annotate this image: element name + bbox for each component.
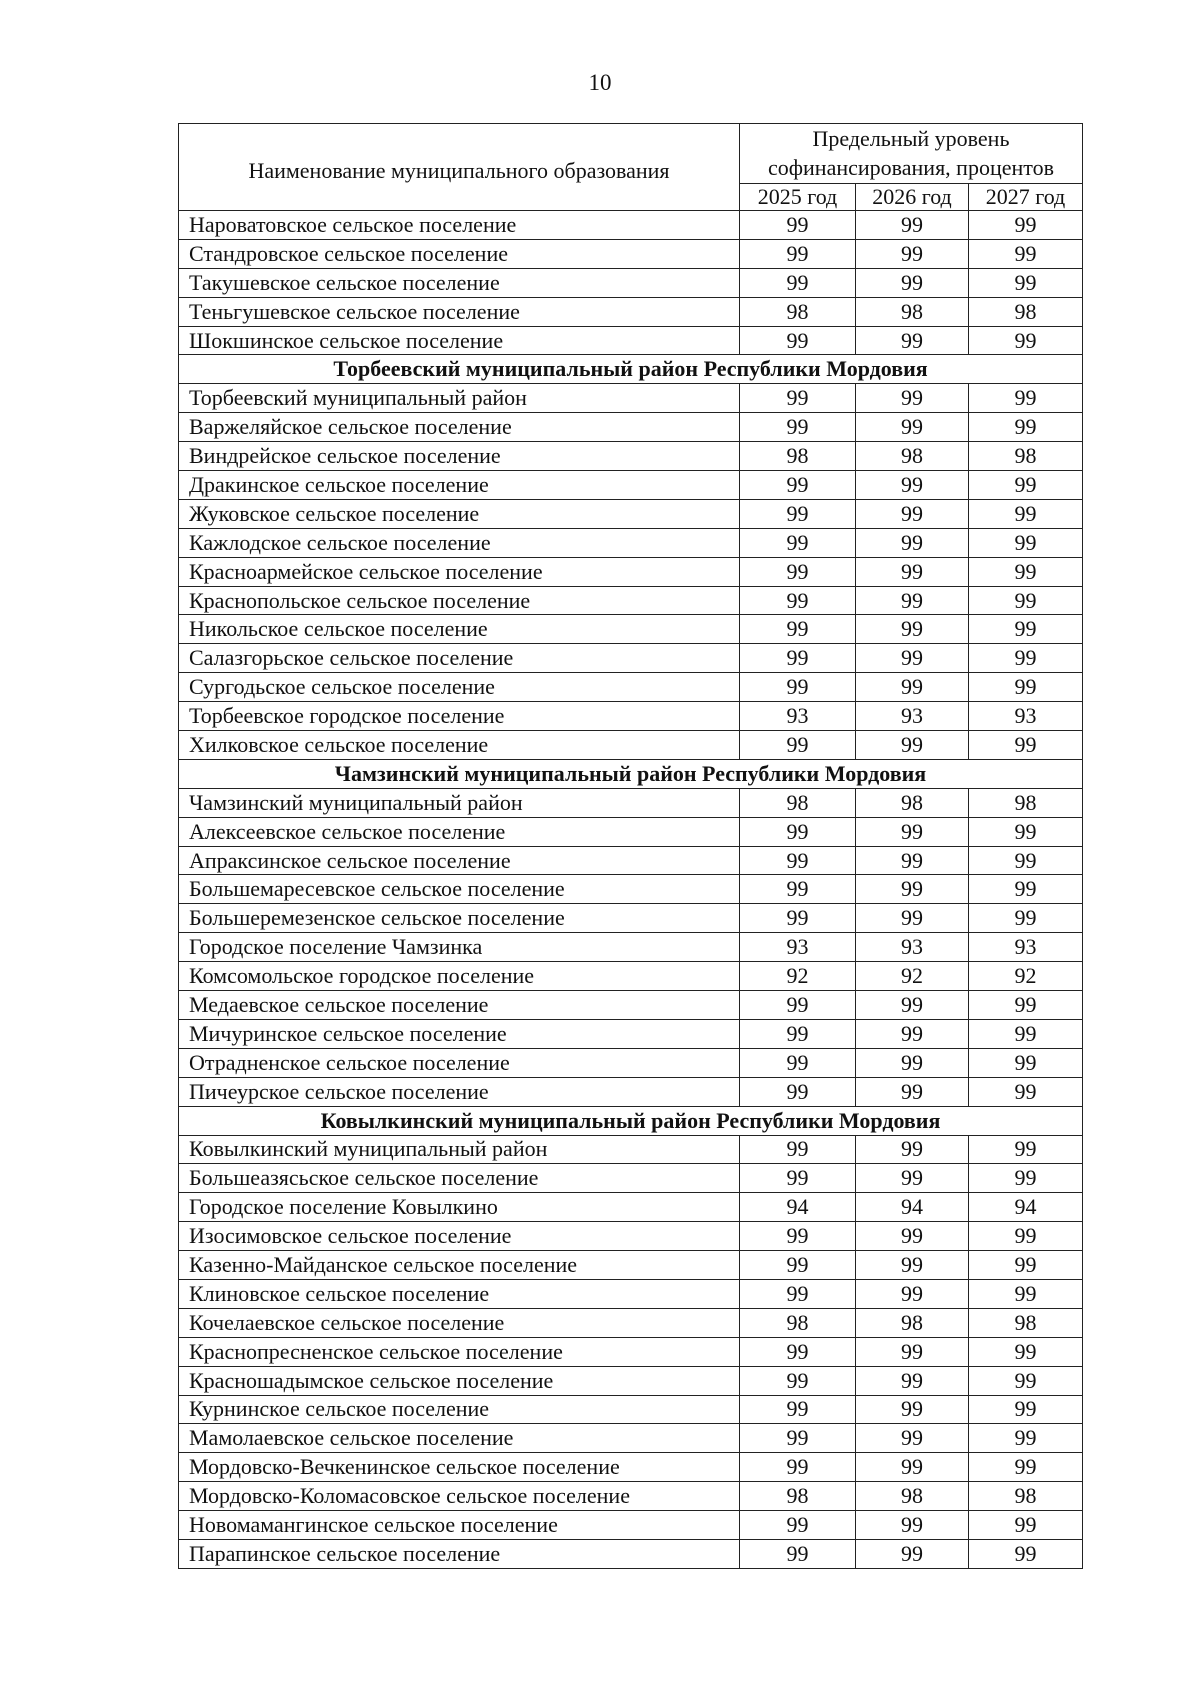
cofinancing-value-2026: 99 bbox=[856, 1424, 969, 1453]
cofinancing-value-2025: 99 bbox=[740, 1077, 856, 1106]
table-row bbox=[179, 1308, 1083, 1337]
cofinancing-value-2027: 99 bbox=[969, 846, 1083, 875]
cofinancing-value-2027: 99 bbox=[969, 268, 1083, 297]
cofinancing-value-2026: 99 bbox=[856, 268, 969, 297]
table-row bbox=[179, 1048, 1083, 1077]
cofinancing-value-2025: 99 bbox=[740, 413, 856, 442]
cofinancing-value-2026: 99 bbox=[856, 1048, 969, 1077]
cofinancing-value-2026: 98 bbox=[856, 788, 969, 817]
cofinancing-value-2025: 93 bbox=[740, 702, 856, 731]
cofinancing-value-2026: 99 bbox=[856, 846, 969, 875]
municipality-name: Краснопресненское сельское поселение bbox=[179, 1337, 740, 1366]
cofinancing-value-2026: 98 bbox=[856, 1308, 969, 1337]
cofinancing-value-2027: 93 bbox=[969, 702, 1083, 731]
table-row bbox=[179, 615, 1083, 644]
cofinancing-value-2027: 99 bbox=[969, 1366, 1083, 1395]
table-row bbox=[179, 499, 1083, 528]
table-row bbox=[179, 1539, 1083, 1568]
cofinancing-value-2025: 99 bbox=[740, 1366, 856, 1395]
table-row bbox=[179, 788, 1083, 817]
cofinancing-value-2026: 98 bbox=[856, 442, 969, 471]
cofinancing-value-2026: 98 bbox=[856, 1482, 969, 1511]
header-year-2027: 2027 год bbox=[969, 184, 1083, 211]
municipality-name: Пичеурское сельское поселение bbox=[179, 1077, 740, 1106]
cofinancing-value-2027: 99 bbox=[969, 1511, 1083, 1540]
cofinancing-value-2025: 99 bbox=[740, 586, 856, 615]
municipality-name: Красноармейское сельское поселение bbox=[179, 557, 740, 586]
cofinancing-value-2025: 99 bbox=[740, 326, 856, 355]
municipality-name: Нароватовское сельское поселение bbox=[179, 211, 740, 240]
cofinancing-value-2026: 94 bbox=[856, 1193, 969, 1222]
cofinancing-value-2026: 99 bbox=[856, 1511, 969, 1540]
municipality-name: Клиновское сельское поселение bbox=[179, 1279, 740, 1308]
table-row bbox=[179, 1511, 1083, 1540]
table-row bbox=[179, 297, 1083, 326]
cofinancing-value-2025: 99 bbox=[740, 1222, 856, 1251]
cofinancing-value-2026: 99 bbox=[856, 1077, 969, 1106]
cofinancing-value-2026: 99 bbox=[856, 413, 969, 442]
table-row bbox=[179, 239, 1083, 268]
municipality-name: Мичуринское сельское поселение bbox=[179, 1019, 740, 1048]
table-row bbox=[179, 1395, 1083, 1424]
table-row bbox=[179, 211, 1083, 240]
cofinancing-value-2026: 99 bbox=[856, 731, 969, 760]
cofinancing-value-2027: 99 bbox=[969, 557, 1083, 586]
table-row bbox=[179, 904, 1083, 933]
municipality-name: Красношадымское сельское поселение bbox=[179, 1366, 740, 1395]
municipality-name: Торбеевское городское поселение bbox=[179, 702, 740, 731]
cofinancing-value-2025: 98 bbox=[740, 1308, 856, 1337]
municipality-name: Торбеевский муниципальный район bbox=[179, 384, 740, 413]
municipality-name: Виндрейское сельское поселение bbox=[179, 442, 740, 471]
cofinancing-value-2025: 99 bbox=[740, 1279, 856, 1308]
cofinancing-value-2026: 99 bbox=[856, 817, 969, 846]
cofinancing-value-2025: 99 bbox=[740, 528, 856, 557]
table-row bbox=[179, 702, 1083, 731]
municipality-name: Салазгорьское сельское поселение bbox=[179, 644, 740, 673]
cofinancing-value-2026: 99 bbox=[856, 499, 969, 528]
cofinancing-value-2025: 98 bbox=[740, 788, 856, 817]
municipality-name: Такушевское сельское поселение bbox=[179, 268, 740, 297]
cofinancing-table bbox=[178, 123, 1083, 1569]
table-row bbox=[179, 673, 1083, 702]
cofinancing-value-2026: 99 bbox=[856, 1453, 969, 1482]
cofinancing-value-2026: 99 bbox=[856, 326, 969, 355]
cofinancing-value-2026: 99 bbox=[856, 211, 969, 240]
cofinancing-value-2025: 94 bbox=[740, 1193, 856, 1222]
cofinancing-value-2027: 98 bbox=[969, 1308, 1083, 1337]
header-level-line1: Предельный уровень bbox=[812, 125, 1010, 151]
cofinancing-value-2027: 99 bbox=[969, 499, 1083, 528]
municipality-name: Городское поселение Ковылкино bbox=[179, 1193, 740, 1222]
cofinancing-value-2026: 98 bbox=[856, 297, 969, 326]
cofinancing-value-2027: 99 bbox=[969, 1395, 1083, 1424]
table-row bbox=[179, 1424, 1083, 1453]
municipality-name: Дракинское сельское поселение bbox=[179, 471, 740, 500]
table-row bbox=[179, 1135, 1083, 1164]
cofinancing-value-2025: 99 bbox=[740, 615, 856, 644]
municipality-name: Ковылкинский муниципальный район bbox=[179, 1135, 740, 1164]
cofinancing-value-2027: 99 bbox=[969, 239, 1083, 268]
cofinancing-value-2025: 99 bbox=[740, 239, 856, 268]
table-row bbox=[179, 817, 1083, 846]
municipality-name: Теньгушевское сельское поселение bbox=[179, 297, 740, 326]
municipality-name: Мордовско-Вечкенинское сельское поселение bbox=[179, 1453, 740, 1482]
cofinancing-value-2027: 99 bbox=[969, 1279, 1083, 1308]
cofinancing-value-2025: 99 bbox=[740, 268, 856, 297]
municipality-name: Изосимовское сельское поселение bbox=[179, 1222, 740, 1251]
municipality-name: Комсомольское городское поселение bbox=[179, 962, 740, 991]
municipality-name: Городское поселение Чамзинка bbox=[179, 933, 740, 962]
cofinancing-value-2026: 99 bbox=[856, 557, 969, 586]
cofinancing-value-2025: 99 bbox=[740, 1511, 856, 1540]
cofinancing-value-2025: 99 bbox=[740, 1424, 856, 1453]
table-row bbox=[179, 875, 1083, 904]
table-row bbox=[179, 557, 1083, 586]
cofinancing-value-2025: 99 bbox=[740, 673, 856, 702]
cofinancing-value-2026: 99 bbox=[856, 1395, 969, 1424]
cofinancing-value-2027: 99 bbox=[969, 1453, 1083, 1482]
cofinancing-value-2025: 99 bbox=[740, 817, 856, 846]
cofinancing-value-2026: 99 bbox=[856, 239, 969, 268]
cofinancing-value-2026: 99 bbox=[856, 1019, 969, 1048]
cofinancing-value-2027: 99 bbox=[969, 1424, 1083, 1453]
cofinancing-value-2026: 99 bbox=[856, 904, 969, 933]
table-row bbox=[179, 991, 1083, 1020]
cofinancing-value-2025: 98 bbox=[740, 1482, 856, 1511]
cofinancing-value-2025: 99 bbox=[740, 1453, 856, 1482]
cofinancing-value-2027: 99 bbox=[969, 991, 1083, 1020]
district-title: Торбеевский муниципальный район Республики Мордовия bbox=[179, 355, 1083, 384]
cofinancing-value-2027: 98 bbox=[969, 297, 1083, 326]
table-row bbox=[179, 1193, 1083, 1222]
municipality-name: Большемаресевское сельское поселение bbox=[179, 875, 740, 904]
cofinancing-value-2027: 99 bbox=[969, 875, 1083, 904]
cofinancing-value-2027: 99 bbox=[969, 1251, 1083, 1280]
district-header-row bbox=[179, 355, 1083, 384]
table-row bbox=[179, 442, 1083, 471]
district-header-row bbox=[179, 1106, 1083, 1135]
municipality-name: Сургодьское сельское поселение bbox=[179, 673, 740, 702]
cofinancing-value-2027: 99 bbox=[969, 1337, 1083, 1366]
cofinancing-value-2027: 98 bbox=[969, 442, 1083, 471]
cofinancing-value-2026: 92 bbox=[856, 962, 969, 991]
cofinancing-value-2027: 99 bbox=[969, 904, 1083, 933]
cofinancing-value-2026: 99 bbox=[856, 1337, 969, 1366]
municipality-name: Большеремезенское сельское поселение bbox=[179, 904, 740, 933]
cofinancing-value-2027: 99 bbox=[969, 1077, 1083, 1106]
cofinancing-value-2026: 99 bbox=[856, 673, 969, 702]
municipality-name: Новомамангинское сельское поселение bbox=[179, 1511, 740, 1540]
municipality-name: Краснопольское сельское поселение bbox=[179, 586, 740, 615]
municipality-name: Курнинское сельское поселение bbox=[179, 1395, 740, 1424]
cofinancing-value-2025: 99 bbox=[740, 846, 856, 875]
cofinancing-value-2026: 99 bbox=[856, 615, 969, 644]
cofinancing-value-2027: 99 bbox=[969, 586, 1083, 615]
cofinancing-value-2025: 99 bbox=[740, 1135, 856, 1164]
header-year-2025: 2025 год bbox=[740, 184, 856, 211]
cofinancing-value-2025: 99 bbox=[740, 991, 856, 1020]
cofinancing-value-2026: 93 bbox=[856, 702, 969, 731]
table-row bbox=[179, 962, 1083, 991]
table-row bbox=[179, 1337, 1083, 1366]
table-row bbox=[179, 1366, 1083, 1395]
cofinancing-value-2025: 99 bbox=[740, 211, 856, 240]
municipality-name: Мордовско-Коломасовское сельское поселение bbox=[179, 1482, 740, 1511]
cofinancing-value-2027: 99 bbox=[969, 413, 1083, 442]
cofinancing-value-2025: 99 bbox=[740, 471, 856, 500]
cofinancing-value-2027: 99 bbox=[969, 1048, 1083, 1077]
municipality-name: Никольское сельское поселение bbox=[179, 615, 740, 644]
table-body bbox=[179, 211, 1083, 1569]
header-year-2026: 2026 год bbox=[856, 184, 969, 211]
table-row bbox=[179, 731, 1083, 760]
cofinancing-value-2026: 99 bbox=[856, 1251, 969, 1280]
cofinancing-value-2027: 93 bbox=[969, 933, 1083, 962]
cofinancing-value-2026: 99 bbox=[856, 1366, 969, 1395]
municipality-name: Чамзинский муниципальный район bbox=[179, 788, 740, 817]
municipality-name: Кажлодское сельское поселение bbox=[179, 528, 740, 557]
cofinancing-value-2027: 92 bbox=[969, 962, 1083, 991]
municipality-name: Парапинское сельское поселение bbox=[179, 1539, 740, 1568]
municipality-name: Казенно-Майданское сельское поселение bbox=[179, 1251, 740, 1280]
municipality-name: Отрадненское сельское поселение bbox=[179, 1048, 740, 1077]
table-row bbox=[179, 1453, 1083, 1482]
municipality-name: Кочелаевское сельское поселение bbox=[179, 1308, 740, 1337]
cofinancing-value-2025: 98 bbox=[740, 442, 856, 471]
cofinancing-value-2027: 99 bbox=[969, 1539, 1083, 1568]
cofinancing-value-2026: 99 bbox=[856, 1164, 969, 1193]
cofinancing-value-2027: 99 bbox=[969, 1019, 1083, 1048]
cofinancing-value-2027: 99 bbox=[969, 326, 1083, 355]
cofinancing-value-2026: 99 bbox=[856, 586, 969, 615]
cofinancing-value-2025: 99 bbox=[740, 1337, 856, 1366]
municipality-name: Жуковское сельское поселение bbox=[179, 499, 740, 528]
table-row bbox=[179, 644, 1083, 673]
cofinancing-value-2026: 93 bbox=[856, 933, 969, 962]
table-row bbox=[179, 1251, 1083, 1280]
table-row bbox=[179, 528, 1083, 557]
header-cofinancing-level bbox=[740, 124, 1083, 184]
cofinancing-value-2027: 94 bbox=[969, 1193, 1083, 1222]
table-row bbox=[179, 1482, 1083, 1511]
cofinancing-value-2027: 99 bbox=[969, 471, 1083, 500]
cofinancing-value-2025: 99 bbox=[740, 1251, 856, 1280]
cofinancing-value-2027: 99 bbox=[969, 673, 1083, 702]
cofinancing-value-2026: 99 bbox=[856, 875, 969, 904]
district-title: Ковылкинский муниципальный район Республики Мордовия bbox=[179, 1106, 1083, 1135]
cofinancing-value-2025: 99 bbox=[740, 875, 856, 904]
table-row bbox=[179, 1279, 1083, 1308]
cofinancing-value-2026: 99 bbox=[856, 644, 969, 673]
table-row bbox=[179, 1077, 1083, 1106]
table-row bbox=[179, 1222, 1083, 1251]
cofinancing-value-2025: 99 bbox=[740, 384, 856, 413]
cofinancing-value-2025: 99 bbox=[740, 644, 856, 673]
cofinancing-value-2025: 98 bbox=[740, 297, 856, 326]
cofinancing-value-2025: 99 bbox=[740, 1539, 856, 1568]
cofinancing-value-2027: 99 bbox=[969, 817, 1083, 846]
municipality-name: Хилковское сельское поселение bbox=[179, 731, 740, 760]
cofinancing-value-2027: 99 bbox=[969, 384, 1083, 413]
cofinancing-value-2025: 99 bbox=[740, 1164, 856, 1193]
cofinancing-value-2025: 99 bbox=[740, 1395, 856, 1424]
municipality-name: Алексеевское сельское поселение bbox=[179, 817, 740, 846]
cofinancing-value-2025: 99 bbox=[740, 557, 856, 586]
cofinancing-value-2027: 99 bbox=[969, 1222, 1083, 1251]
cofinancing-value-2027: 98 bbox=[969, 788, 1083, 817]
cofinancing-value-2027: 99 bbox=[969, 211, 1083, 240]
header-level-line2: софинансирования, процентов bbox=[768, 154, 1054, 180]
table-row bbox=[179, 933, 1083, 962]
cofinancing-value-2025: 99 bbox=[740, 1048, 856, 1077]
municipality-name: Варжеляйское сельское поселение bbox=[179, 413, 740, 442]
district-header-row bbox=[179, 759, 1083, 788]
table-row bbox=[179, 268, 1083, 297]
cofinancing-value-2025: 93 bbox=[740, 933, 856, 962]
cofinancing-value-2025: 99 bbox=[740, 1019, 856, 1048]
table-row bbox=[179, 1019, 1083, 1048]
table-header bbox=[179, 124, 1083, 211]
table-row bbox=[179, 413, 1083, 442]
page-number: 10 bbox=[588, 70, 612, 95]
table-row bbox=[179, 586, 1083, 615]
municipality-name: Большеазясьское сельское поселение bbox=[179, 1164, 740, 1193]
cofinancing-value-2027: 98 bbox=[969, 1482, 1083, 1511]
municipality-name: Шокшинское сельское поселение bbox=[179, 326, 740, 355]
municipality-name: Медаевское сельское поселение bbox=[179, 991, 740, 1020]
cofinancing-value-2025: 99 bbox=[740, 499, 856, 528]
cofinancing-value-2027: 99 bbox=[969, 615, 1083, 644]
cofinancing-value-2027: 99 bbox=[969, 731, 1083, 760]
cofinancing-value-2025: 99 bbox=[740, 731, 856, 760]
cofinancing-value-2025: 92 bbox=[740, 962, 856, 991]
cofinancing-value-2027: 99 bbox=[969, 528, 1083, 557]
cofinancing-value-2026: 99 bbox=[856, 1539, 969, 1568]
cofinancing-value-2026: 99 bbox=[856, 471, 969, 500]
municipality-name: Стандровское сельское поселение bbox=[179, 239, 740, 268]
cofinancing-value-2027: 99 bbox=[969, 644, 1083, 673]
cofinancing-value-2026: 99 bbox=[856, 528, 969, 557]
cofinancing-value-2027: 99 bbox=[969, 1135, 1083, 1164]
header-name-column: Наименование муниципального образования bbox=[179, 124, 740, 211]
cofinancing-value-2026: 99 bbox=[856, 1135, 969, 1164]
district-title: Чамзинский муниципальный район Республики Мордовия bbox=[179, 759, 1083, 788]
cofinancing-value-2025: 99 bbox=[740, 904, 856, 933]
table-row bbox=[179, 1164, 1083, 1193]
table-row bbox=[179, 384, 1083, 413]
cofinancing-value-2026: 99 bbox=[856, 384, 969, 413]
table-row bbox=[179, 326, 1083, 355]
cofinancing-value-2026: 99 bbox=[856, 1222, 969, 1251]
municipality-name: Апраксинское сельское поселение bbox=[179, 846, 740, 875]
cofinancing-value-2026: 99 bbox=[856, 991, 969, 1020]
cofinancing-value-2027: 99 bbox=[969, 1164, 1083, 1193]
table-row bbox=[179, 846, 1083, 875]
table-row bbox=[179, 471, 1083, 500]
cofinancing-value-2026: 99 bbox=[856, 1279, 969, 1308]
municipality-name: Мамолаевское сельское поселение bbox=[179, 1424, 740, 1453]
